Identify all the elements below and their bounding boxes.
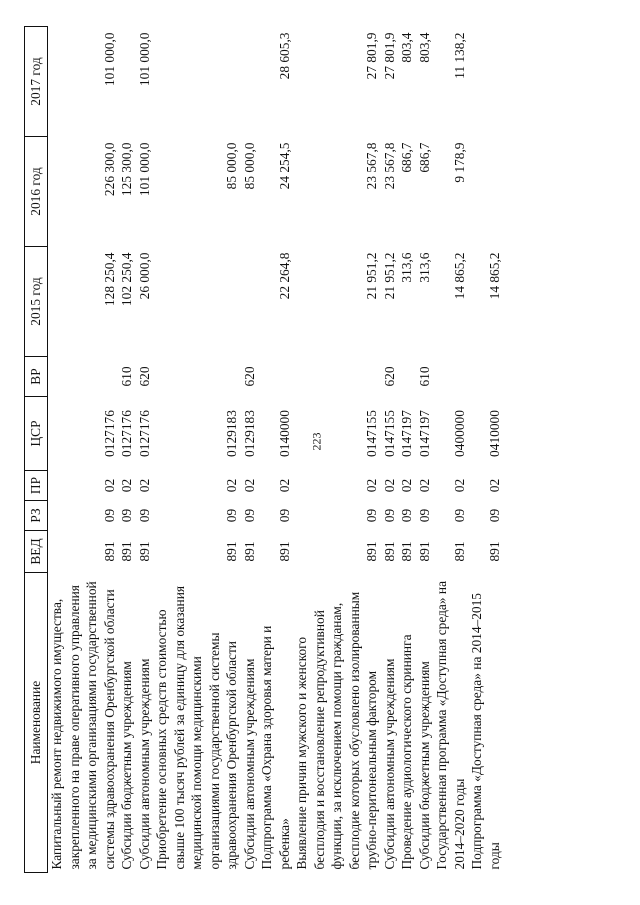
cell-rz: 09 — [399, 508, 414, 523]
cell-pr: 02 — [486, 478, 502, 493]
cell-ved: 891 — [241, 541, 257, 562]
header-vr: ВР — [25, 357, 48, 397]
cell-y2016: 226 300,0 — [101, 142, 117, 197]
cell-y2015: 21 951,2 — [381, 252, 397, 300]
cell-ved: 891 — [136, 541, 152, 562]
cell-name: Субсидии автономным учреждениям — [241, 658, 257, 870]
cell-csr: 0147155 — [364, 410, 379, 457]
cell-rz: 09 — [416, 508, 432, 523]
header-2016: 2016 год — [25, 137, 48, 247]
cell-y2017: 101 000,0 — [136, 32, 152, 87]
cell-y2016: 85 000,0 — [241, 142, 257, 190]
cell-rz: 09 — [364, 508, 379, 523]
header-rz: РЗ — [25, 501, 48, 531]
cell-rz: 09 — [224, 508, 239, 523]
cell-vr: 610 — [119, 366, 134, 387]
cell-vr — [398, 357, 416, 397]
cell-vr — [153, 357, 241, 397]
cell-y2017: 11 138,2 — [451, 32, 467, 79]
cell-y2017 — [241, 27, 259, 137]
cell-y2015: 22 264,8 — [276, 252, 292, 300]
cell-name: Субсидии бюджетным учреждениям — [416, 661, 432, 870]
cell-pr: 02 — [119, 478, 134, 493]
cell-ved: 891 — [101, 541, 117, 562]
cell-pr: 02 — [136, 478, 152, 493]
cell-y2015: 14 865,2 — [451, 252, 467, 300]
cell-rz: 09 — [136, 508, 152, 523]
cell-pr: 02 — [364, 478, 379, 493]
cell-y2017: 28 605,3 — [276, 32, 292, 80]
cell-name: Субсидии бюджетным учреждениям — [119, 661, 134, 870]
cell-vr — [258, 357, 293, 397]
cell-csr: 0147197 — [399, 410, 414, 457]
cell-name: Государственная программа «Доступная среда» на 2014–2020 годы — [434, 580, 467, 870]
cell-y2017: 803,4 — [416, 32, 432, 63]
cell-name: Подпрограмма «Доступная среда» на 2014–2015 годы — [469, 592, 502, 870]
page-number: 223 — [309, 432, 324, 451]
cell-name: Подпрограмма «Охрана здоровья матери и ребенка» — [259, 625, 292, 870]
cell-rz: 09 — [451, 508, 467, 523]
cell-csr: 0127176 — [136, 410, 152, 457]
budget-table — [24, 26, 503, 873]
cell-csr: 0147197 — [416, 410, 432, 457]
cell-pr: 02 — [241, 478, 257, 493]
cell-name: Капитальный ремонт недвижимого имущества, закрепленного на праве оперативного управления за медицинскими организациями государственной системы здравоохранения Оренбургской области — [49, 581, 117, 870]
table-row — [258, 27, 293, 873]
header-csr: ЦСР — [25, 397, 48, 471]
cell-y2017 — [468, 27, 503, 137]
cell-y2017 — [118, 27, 136, 137]
cell-pr: 02 — [101, 478, 117, 493]
table-row — [136, 27, 154, 873]
cell-name: Проведение аудиологического скрининга — [399, 634, 414, 870]
table-row — [48, 27, 119, 873]
table-row — [118, 27, 136, 873]
cell-rz: 09 — [119, 508, 134, 523]
cell-vr: 620 — [381, 366, 397, 387]
cell-rz: 09 — [381, 508, 397, 523]
table-body — [48, 27, 504, 873]
cell-y2017 — [153, 27, 241, 137]
cell-rz: 09 — [241, 508, 257, 523]
table-row — [153, 27, 241, 873]
cell-y2015: 102 250,4 — [119, 252, 134, 307]
cell-name: Приобретение основных средств стоимостью свыше 100 тысяч рублей за единицу для оказания медицинской помощи медицинскими организациями государственной системы здравоохранения Оренбургской области — [154, 585, 239, 870]
table-row — [416, 27, 434, 873]
cell-y2015: 313,6 — [416, 252, 432, 283]
cell-pr: 02 — [224, 478, 239, 493]
cell-y2017: 101 000,0 — [101, 32, 117, 87]
cell-csr: 0140000 — [276, 410, 292, 457]
cell-y2016: 24 254,5 — [276, 142, 292, 190]
cell-y2016: 9 178,9 — [451, 142, 467, 183]
cell-vr — [48, 357, 119, 397]
cell-name: Субсидии автономным учреждениям — [136, 658, 152, 870]
cell-vr — [468, 357, 503, 397]
cell-pr: 02 — [416, 478, 432, 493]
table-row — [293, 27, 381, 873]
cell-name: Субсидии автономным учреждениям — [381, 658, 397, 870]
cell-rz: 09 — [276, 508, 292, 523]
cell-y2016: 23 567,8 — [364, 142, 379, 190]
cell-csr: 0129183 — [224, 410, 239, 457]
cell-y2016: 101 000,0 — [136, 142, 152, 197]
cell-y2017: 803,4 — [399, 32, 414, 63]
cell-y2017: 27 801,9 — [364, 32, 379, 80]
table-row — [398, 27, 416, 873]
cell-y2015: 313,6 — [399, 252, 414, 283]
cell-y2016: 686,7 — [399, 142, 414, 173]
cell-csr: 0129183 — [241, 410, 257, 457]
cell-y2016: 686,7 — [416, 142, 432, 173]
cell-y2015: 128 250,4 — [101, 252, 117, 307]
cell-vr: 610 — [416, 366, 432, 387]
cell-ved: 891 — [416, 541, 432, 562]
cell-y2016: 85 000,0 — [224, 142, 239, 190]
cell-y2015: 21 951,2 — [364, 252, 379, 300]
cell-vr: 620 — [241, 366, 257, 387]
cell-ved: 891 — [364, 541, 379, 562]
cell-pr: 02 — [451, 478, 467, 493]
cell-pr: 02 — [276, 478, 292, 493]
cell-ved: 891 — [276, 541, 292, 562]
cell-y2017: 27 801,9 — [381, 32, 397, 80]
cell-pr: 02 — [399, 478, 414, 493]
cell-pr: 02 — [381, 478, 397, 493]
cell-y2016: 23 567,8 — [381, 142, 397, 190]
header-2015: 2015 год — [25, 247, 48, 357]
cell-name: Выявление причин мужского и женского бесплодия и восстановление репродуктивной функции, за исключением помощи гражданам, бесплодие которых обусловлено изолированным трубно-перитонеальным фактором — [294, 591, 379, 870]
table-row — [433, 27, 468, 873]
cell-y2015: 26 000,0 — [136, 252, 152, 300]
cell-csr: 0147155 — [381, 410, 397, 457]
cell-rz: 09 — [486, 508, 502, 523]
header-name: Наименование — [25, 573, 48, 873]
cell-vr — [433, 357, 468, 397]
cell-ved: 891 — [381, 541, 397, 562]
cell-y2015: 14 865,2 — [486, 252, 502, 300]
cell-ved: 891 — [451, 541, 467, 562]
cell-rz: 09 — [101, 508, 117, 523]
cell-ved: 891 — [399, 541, 414, 562]
table-header-row — [25, 27, 48, 873]
header-ved: ВЕД — [25, 531, 48, 573]
cell-y2016: 125 300,0 — [119, 142, 134, 197]
cell-ved: 891 — [486, 541, 502, 562]
header-pr: ПР — [25, 471, 48, 501]
cell-y2015 — [241, 247, 259, 357]
cell-csr: 0410000 — [486, 410, 502, 457]
cell-csr: 0127176 — [119, 410, 134, 457]
budget-table-page — [24, 27, 594, 873]
cell-y2015 — [153, 247, 241, 357]
cell-vr — [293, 357, 381, 397]
cell-y2016 — [468, 137, 503, 247]
table-row — [241, 27, 259, 873]
cell-vr: 620 — [136, 366, 152, 387]
cell-csr: 0127176 — [101, 410, 117, 457]
table-row — [468, 27, 503, 873]
header-2017: 2017 год — [25, 27, 48, 137]
cell-ved: 891 — [119, 541, 134, 562]
table-row — [381, 27, 399, 873]
cell-csr: 0400000 — [451, 410, 467, 457]
cell-ved: 891 — [224, 541, 239, 562]
